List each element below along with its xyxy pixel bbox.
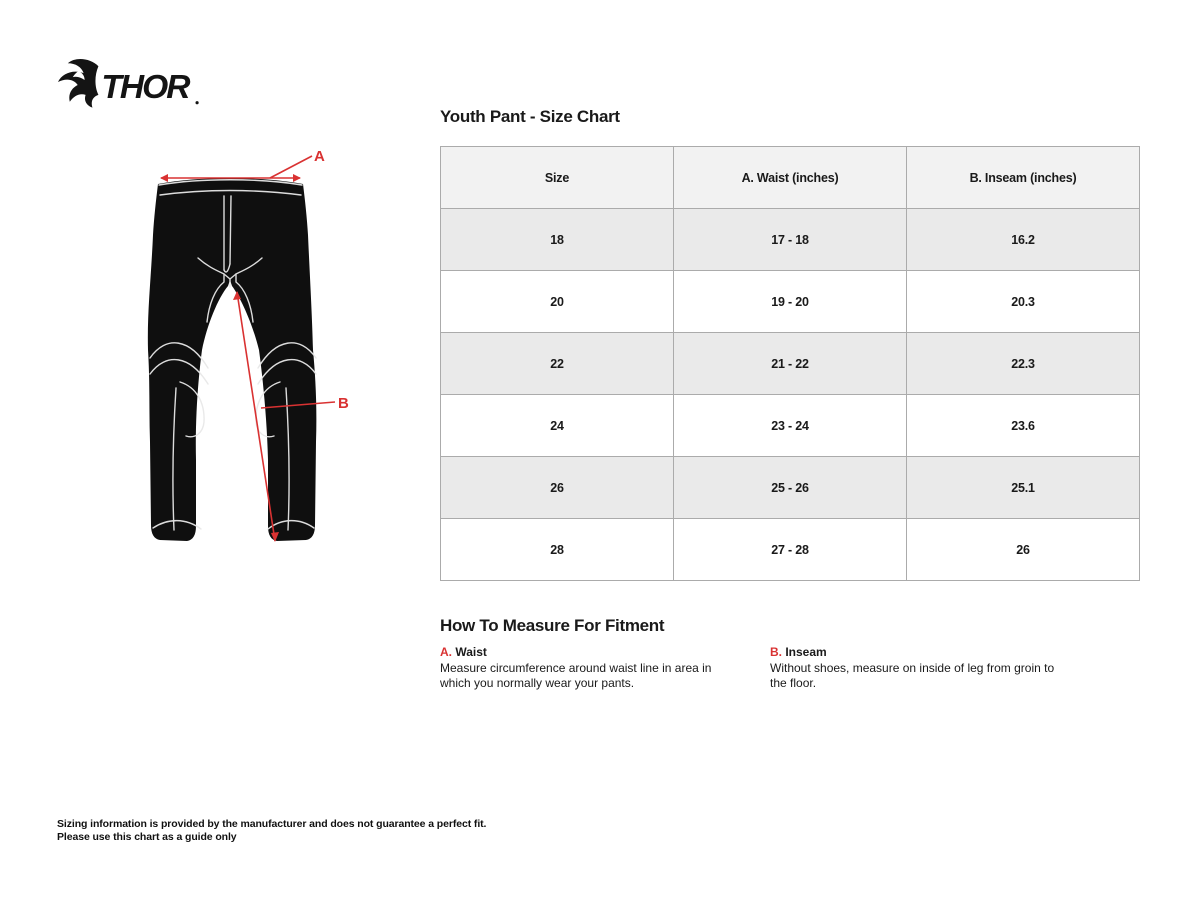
cell-size: 18 bbox=[441, 209, 674, 271]
how-to-measure-title: How To Measure For Fitment bbox=[440, 616, 665, 635]
table-row bbox=[441, 209, 1140, 271]
size-chart-table bbox=[440, 146, 1140, 581]
cell-inseam: 20.3 bbox=[907, 271, 1140, 333]
cell-waist: 17 - 18 bbox=[674, 209, 907, 271]
waist-label: A bbox=[314, 148, 325, 165]
cell-waist: 19 - 20 bbox=[674, 271, 907, 333]
size-chart-title: Youth Pant - Size Chart bbox=[440, 107, 620, 126]
disclaimer bbox=[57, 818, 486, 843]
cell-inseam: 22.3 bbox=[907, 333, 1140, 395]
cell-inseam: 23.6 bbox=[907, 395, 1140, 457]
brand-wordmark: THOR bbox=[101, 68, 189, 106]
disclaimer-line-1: Sizing information is provided by the manufacturer and does not guarantee a perfect fit. bbox=[57, 818, 487, 830]
disclaimer-line-2: Please use this chart as a guide only bbox=[57, 830, 237, 843]
cell-size: 24 bbox=[441, 395, 674, 457]
column-header-waist: A. Waist (inches) bbox=[674, 147, 907, 209]
cell-inseam: 26 bbox=[907, 519, 1140, 581]
measure-key: B. bbox=[770, 645, 782, 659]
cell-size: 20 bbox=[441, 271, 674, 333]
table-row bbox=[441, 333, 1140, 395]
cell-waist: 25 - 26 bbox=[674, 457, 907, 519]
cell-size: 28 bbox=[441, 519, 674, 581]
column-header-inseam: B. Inseam (inches) bbox=[907, 147, 1140, 209]
measure-item-waist bbox=[440, 645, 740, 690]
goat-head-icon bbox=[58, 59, 98, 108]
table-row bbox=[441, 271, 1140, 333]
cell-inseam: 25.1 bbox=[907, 457, 1140, 519]
header-row bbox=[441, 147, 1140, 209]
measure-label: Waist bbox=[455, 645, 487, 659]
measure-item-inseam bbox=[770, 645, 1060, 690]
table-row bbox=[441, 395, 1140, 457]
measure-instructions: Measure circumference around waist line in area in which you normally wear your pants. bbox=[440, 661, 712, 690]
cell-size: 26 bbox=[441, 457, 674, 519]
registered-mark-dot bbox=[196, 101, 199, 104]
column-header-size: Size bbox=[441, 147, 674, 209]
waist-measure-arrow bbox=[160, 156, 312, 182]
cell-size: 22 bbox=[441, 333, 674, 395]
measure-label: Inseam bbox=[785, 645, 827, 659]
thor-logo bbox=[55, 57, 203, 109]
table-row bbox=[441, 457, 1140, 519]
measure-key: A. bbox=[440, 645, 452, 659]
measure-instructions: Without shoes, measure on inside of leg from groin to the floor. bbox=[770, 661, 1055, 690]
measure-item-heading bbox=[770, 645, 1060, 660]
table-row bbox=[441, 519, 1140, 581]
cell-waist: 21 - 22 bbox=[674, 333, 907, 395]
cell-waist: 23 - 24 bbox=[674, 395, 907, 457]
measure-item-heading bbox=[440, 645, 740, 660]
how-to-measure-section bbox=[440, 616, 1140, 690]
cell-inseam: 16.2 bbox=[907, 209, 1140, 271]
pants-measurement-diagram bbox=[120, 130, 380, 570]
size-chart-section bbox=[440, 107, 1140, 581]
cell-waist: 27 - 28 bbox=[674, 519, 907, 581]
inseam-label: B bbox=[338, 395, 349, 412]
